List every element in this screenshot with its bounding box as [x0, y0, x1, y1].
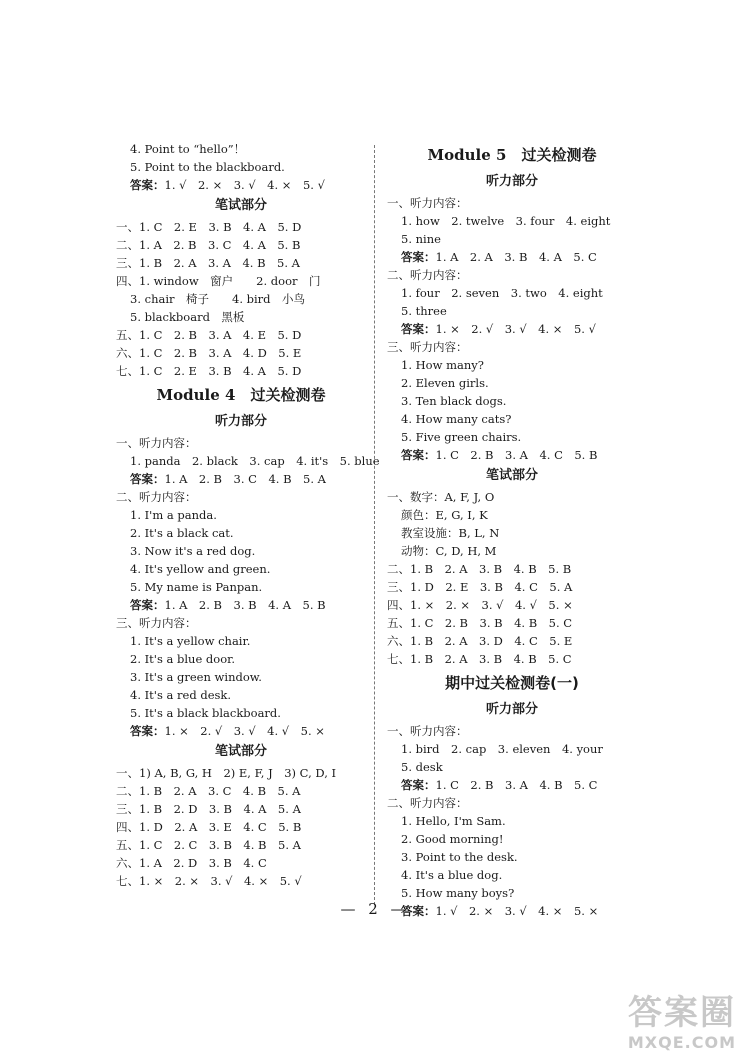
answer-line	[387, 320, 637, 338]
answer-row: 四、1. × 2. × 3. √ 4. √ 5. ×	[387, 598, 573, 612]
answer-row: 动物：C, D, H, M	[401, 544, 497, 558]
answer-row: 二、1. B 2. A 3. C 4. B 5. A	[116, 784, 301, 798]
listening-item: 3. Ten black dogs.	[401, 394, 507, 408]
listening-item: 4. It's a red desk.	[130, 688, 232, 702]
listening-items: 1. panda 2. black 3. cap 4. it's 5. blue	[130, 454, 380, 468]
left-column	[116, 140, 380, 890]
answer-label: 答案：	[401, 448, 436, 462]
answer-text: 1. A 2. A 3. B 4. A 5. C	[435, 250, 597, 264]
section-label: 一、听力内容：	[387, 196, 468, 210]
listening-item: 2. Good morning!	[401, 832, 504, 846]
text-line: 5. Point to the blackboard.	[130, 160, 285, 174]
watermark-logo	[586, 993, 736, 1055]
section-label: 三、听力内容：	[116, 616, 197, 630]
answer-row: 六、1. B 2. A 3. D 4. C 5. E	[387, 634, 573, 648]
answer-line	[116, 470, 366, 488]
answer-row: 四、1. window 窗户 2. door 门	[116, 274, 321, 288]
listening-item: 1. I'm a panda.	[130, 508, 217, 522]
answer-row: 五、1. C 2. C 3. B 4. B 5. A	[116, 838, 301, 852]
answer-label: 答案：	[401, 778, 436, 792]
listening-items: 1. bird 2. cap 3. eleven 4. your	[401, 742, 603, 756]
answer-label: 答案：	[130, 724, 165, 738]
answer-row: 3. chair 椅子 4. bird 小鸟	[130, 292, 306, 306]
answer-text: 1. A 2. B 3. B 4. A 5. B	[164, 598, 326, 612]
answer-row: 一、1) A, B, G, H 2) E, F, J 3) C, D, I	[116, 766, 337, 780]
section-label: 一、听力内容：	[116, 436, 197, 450]
column-divider	[374, 145, 375, 905]
answer-text: 1. √ 2. × 3. √ 4. × 5. √	[164, 178, 325, 192]
section-label: 一、听力内容：	[387, 724, 468, 738]
answer-row: 二、1. A 2. B 3. C 4. A 5. B	[116, 238, 301, 252]
answer-row: 教室设施：B, L, N	[401, 526, 500, 540]
section-heading-listening: 听力部分	[485, 702, 538, 717]
answer-row: 三、1. B 2. D 3. B 4. A 5. A	[116, 802, 301, 816]
listening-item: 3. Point to the desk.	[401, 850, 518, 864]
watermark-url: MXQE.COM	[627, 1033, 736, 1052]
listening-items: 5. three	[401, 304, 447, 318]
module-title-cn: 过关检测卷	[521, 146, 597, 164]
section-heading-written: 笔试部分	[485, 468, 538, 483]
answer-line	[116, 596, 366, 614]
listening-item: 2. Eleven girls.	[401, 376, 489, 390]
answer-row: 六、1. C 2. B 3. A 4. D 5. E	[116, 346, 302, 360]
listening-items: 5. desk	[401, 760, 443, 774]
listening-items: 1. four 2. seven 3. two 4. eight	[401, 286, 603, 300]
listening-item: 5. It's a black blackboard.	[130, 706, 281, 720]
section-heading-written: 笔试部分	[214, 198, 267, 213]
answer-label: 答案：	[401, 322, 436, 336]
page-number: — 2 —	[340, 900, 410, 918]
listening-items: 5. nine	[401, 232, 441, 246]
watermark-logo-text: 答案圈	[628, 993, 736, 1033]
answer-label: 答案：	[401, 250, 436, 264]
answer-text: 1. × 2. √ 3. √ 4. × 5. √	[435, 322, 596, 336]
section-label: 二、听力内容：	[387, 268, 468, 282]
listening-item: 2. It's a black cat.	[130, 526, 234, 540]
listening-item: 5. My name is Panpan.	[130, 580, 263, 594]
listening-item: 1. It's a yellow chair.	[130, 634, 251, 648]
answer-row: 三、1. D 2. E 3. B 4. C 5. A	[387, 580, 573, 594]
answer-row: 一、数字：A, F, J, O	[387, 490, 495, 504]
answer-text: 1. × 2. √ 3. √ 4. √ 5. ×	[164, 724, 325, 738]
answer-row: 七、1. × 2. × 3. √ 4. × 5. √	[116, 874, 302, 888]
answer-label: 答案：	[130, 598, 165, 612]
answer-line	[387, 776, 637, 794]
listening-item: 3. Now it's a red dog.	[130, 544, 256, 558]
listening-item: 4. How many cats?	[401, 412, 512, 426]
listening-item: 5. How many boys?	[401, 886, 515, 900]
module-title	[387, 140, 637, 170]
right-column	[387, 140, 637, 920]
section-heading-listening: 听力部分	[214, 414, 267, 429]
listening-item: 3. It's a green window.	[130, 670, 262, 684]
answer-text: 1. C 2. B 3. A 4. B 5. C	[435, 778, 598, 792]
module-title	[116, 380, 366, 410]
midterm-title: 期中过关检测卷(一)	[445, 674, 579, 692]
section-label: 二、听力内容：	[387, 796, 468, 810]
answer-row: 七、1. C 2. E 3. B 4. A 5. D	[116, 364, 302, 378]
answer-label: 答案：	[130, 178, 165, 192]
section-label: 三、听力内容：	[387, 340, 468, 354]
listening-item: 1. How many?	[401, 358, 484, 372]
answer-label: 答案：	[130, 472, 165, 486]
answer-text: 1. √ 2. × 3. √ 4. × 5. ×	[435, 904, 599, 918]
answer-line	[116, 176, 366, 194]
answer-row: 颜色：E, G, I, K	[401, 508, 488, 522]
answer-row: 四、1. D 2. A 3. E 4. C 5. B	[116, 820, 302, 834]
answer-text: 1. A 2. B 3. C 4. B 5. A	[164, 472, 326, 486]
answer-row: 一、1. C 2. E 3. B 4. A 5. D	[116, 220, 302, 234]
answer-row: 二、1. B 2. A 3. B 4. B 5. B	[387, 562, 572, 576]
answer-row: 五、1. C 2. B 3. B 4. B 5. C	[387, 616, 573, 630]
answer-row: 5. blackboard 黑板	[130, 310, 245, 324]
answer-row: 三、1. B 2. A 3. A 4. B 5. A	[116, 256, 300, 270]
module-title-cn: 过关检测卷	[250, 386, 326, 404]
listening-item: 2. It's a blue door.	[130, 652, 236, 666]
listening-item: 4. It's yellow and green.	[130, 562, 271, 576]
answer-line	[387, 446, 637, 464]
answer-row: 五、1. C 2. B 3. A 4. E 5. D	[116, 328, 302, 342]
listening-item: 1. Hello, I'm Sam.	[401, 814, 506, 828]
listening-items: 1. how 2. twelve 3. four 4. eight	[401, 214, 611, 228]
answer-row: 六、1. A 2. D 3. B 4. C	[116, 856, 267, 870]
answer-line	[116, 722, 366, 740]
section-heading-written: 笔试部分	[214, 744, 267, 759]
section-heading-listening: 听力部分	[485, 174, 538, 189]
listening-item: 5. Five green chairs.	[401, 430, 522, 444]
answer-row: 七、1. B 2. A 3. B 4. B 5. C	[387, 652, 572, 666]
answer-text: 1. C 2. B 3. A 4. C 5. B	[435, 448, 598, 462]
module-title-en: Module 4	[156, 386, 236, 404]
module-title-en: Module 5	[427, 146, 507, 164]
answer-line	[387, 248, 637, 266]
answer-label: 答案：	[401, 904, 436, 918]
text-line: 4. Point to “hello”！	[130, 142, 246, 156]
listening-item: 4. It's a blue dog.	[401, 868, 503, 882]
section-label: 二、听力内容：	[116, 490, 197, 504]
